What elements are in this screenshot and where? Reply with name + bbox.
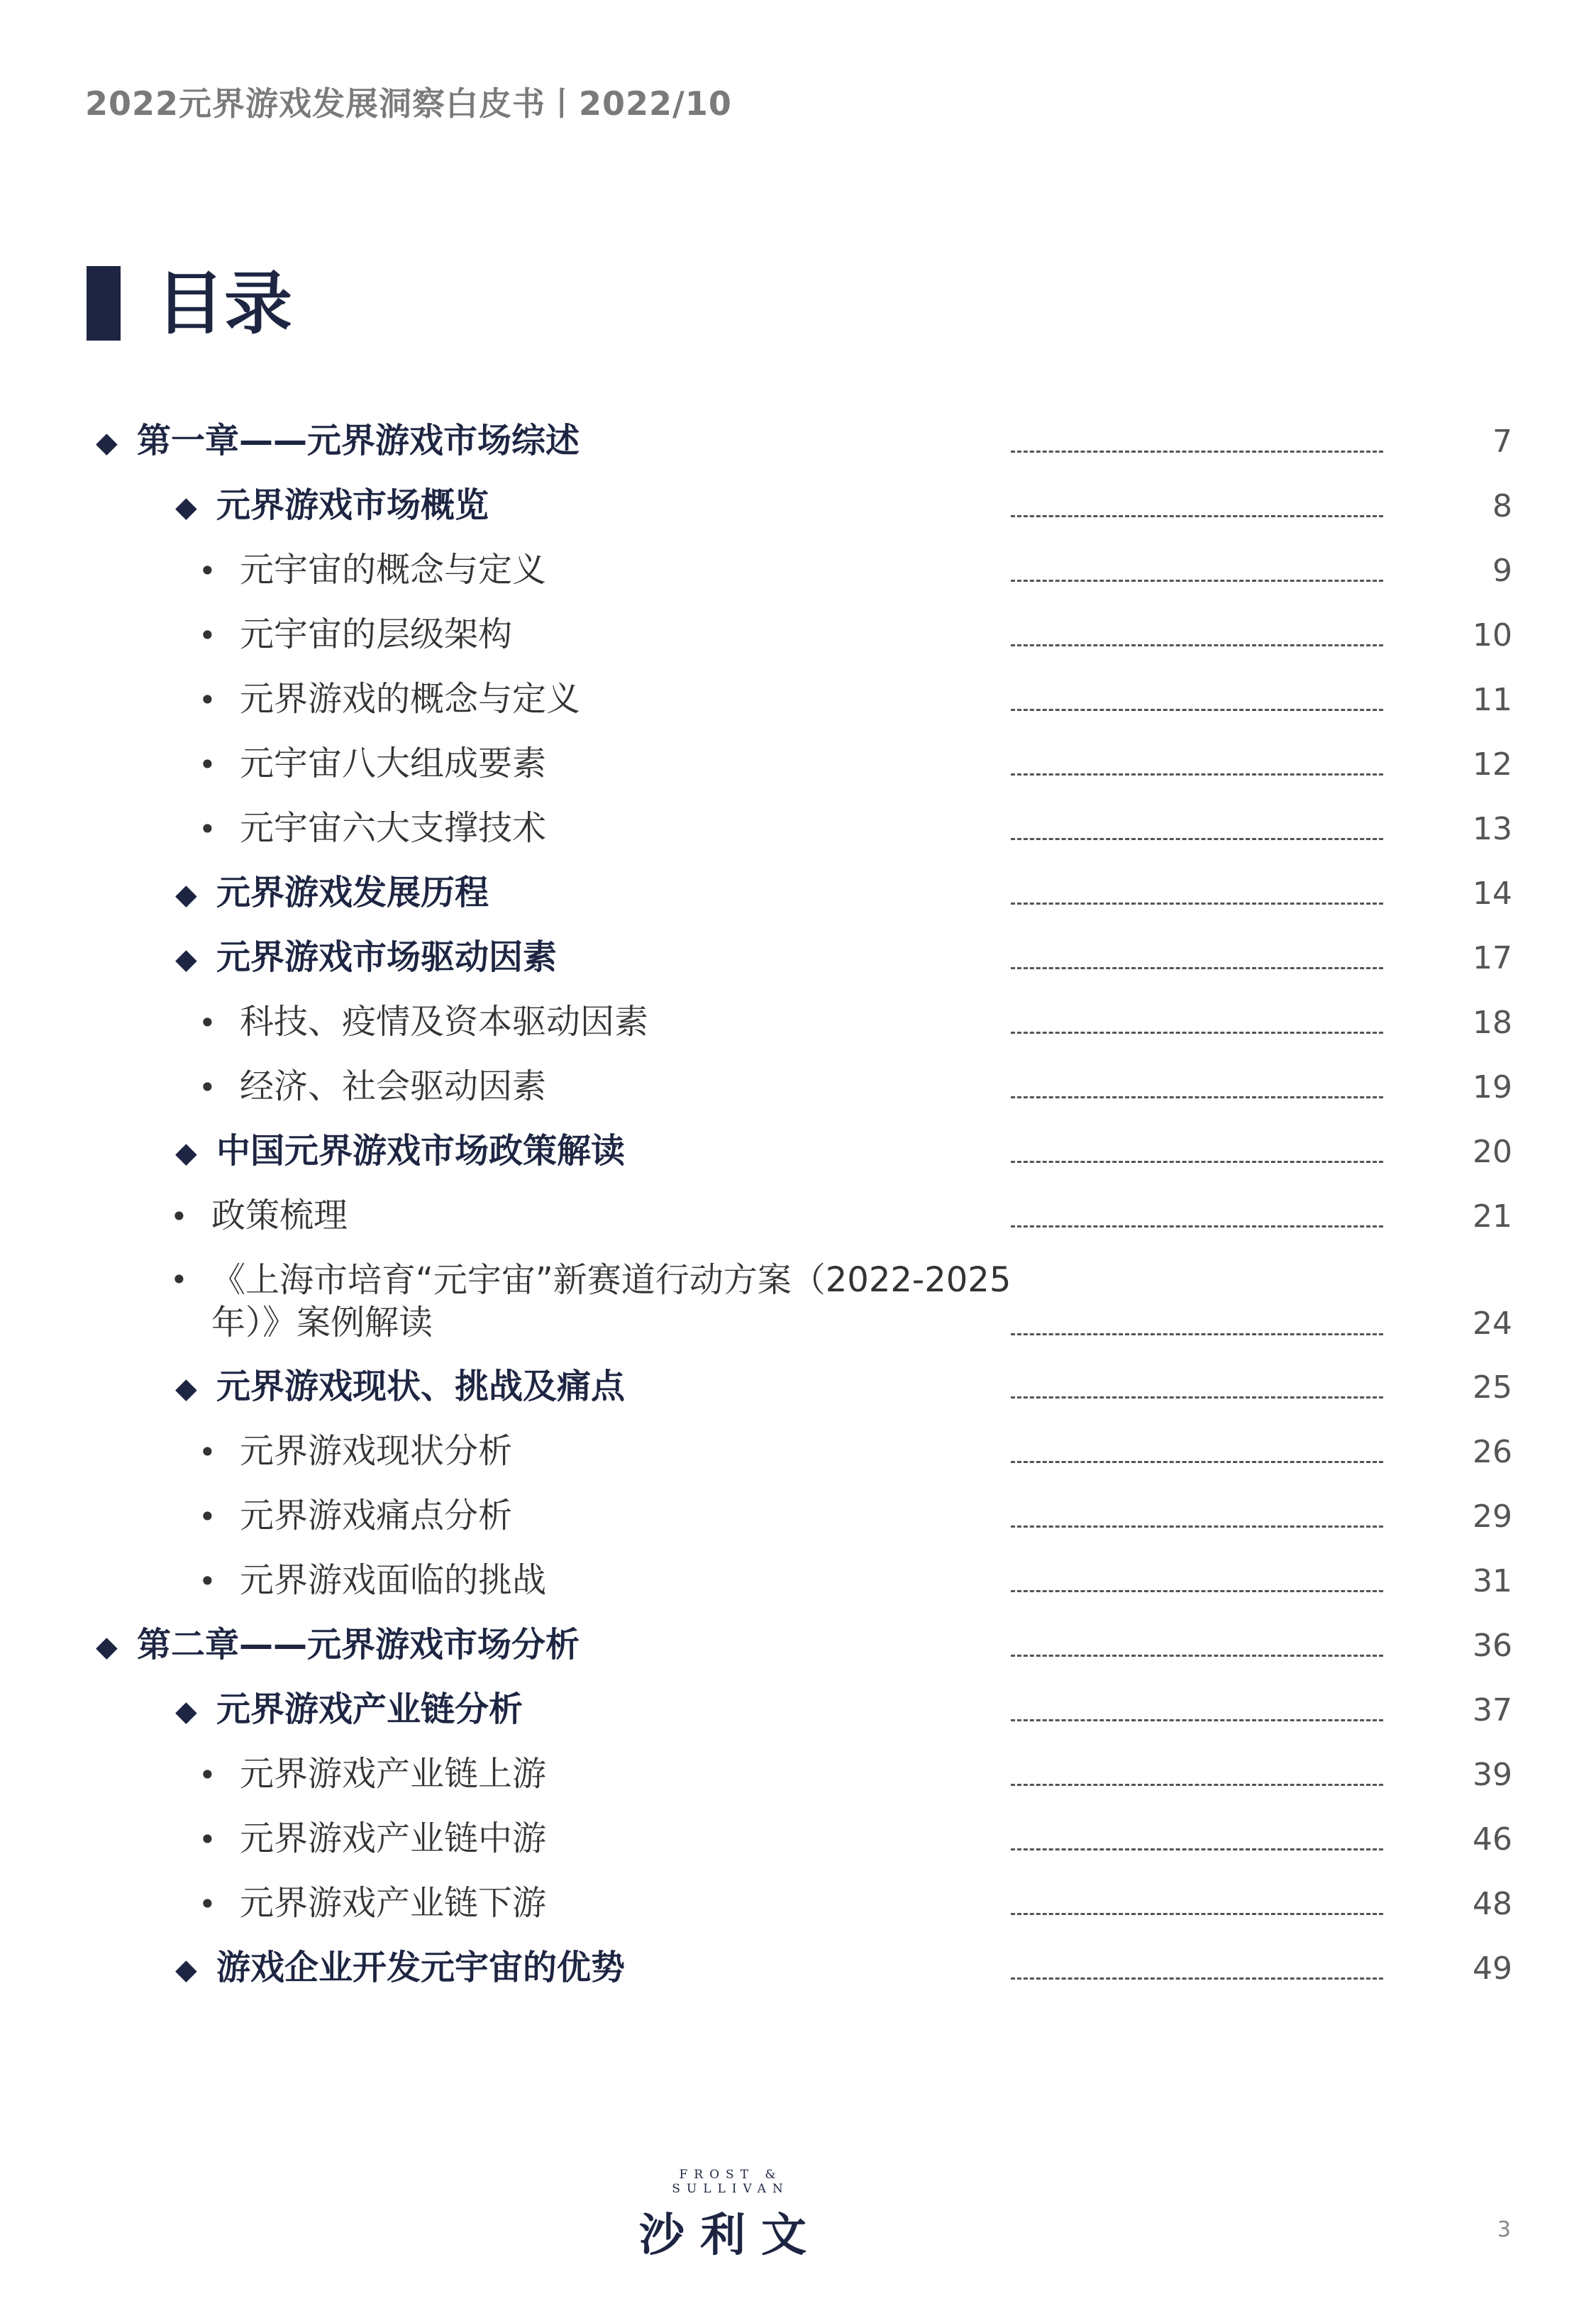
dot-bullet-icon: • xyxy=(199,553,216,588)
toc-leader-dots xyxy=(1011,1784,1383,1786)
toc-entry-label: 元界游戏产业链中游 xyxy=(240,1819,547,1858)
toc-page-number: 24 xyxy=(1473,1306,1512,1342)
toc-leader-dots xyxy=(1011,838,1383,840)
diamond-bullet-icon: ◆ xyxy=(96,426,118,459)
toc-page-number: 17 xyxy=(1473,940,1512,976)
diamond-bullet-icon: ◆ xyxy=(175,878,197,911)
toc-entry[interactable] xyxy=(0,548,1596,613)
toc-entry-label: 经济、社会驱动因素 xyxy=(240,1066,547,1106)
toc-leader-dots xyxy=(1011,1590,1383,1592)
toc-entry-text xyxy=(199,1000,648,1044)
toc-page-number: 36 xyxy=(1473,1628,1512,1664)
toc-entry[interactable] xyxy=(0,936,1596,1000)
dot-bullet-icon: • xyxy=(199,1435,216,1469)
toc-entry-text xyxy=(175,1688,523,1733)
toc-entry-text xyxy=(175,484,489,529)
dot-bullet-icon: • xyxy=(170,1199,188,1234)
toc-page-number: 8 xyxy=(1492,488,1512,524)
toc-page-number: 14 xyxy=(1473,876,1512,912)
toc-entry-label: 元宇宙的层级架构 xyxy=(240,614,513,654)
dot-bullet-icon: • xyxy=(199,747,216,782)
toc-entry[interactable] xyxy=(0,678,1596,742)
toc-entry[interactable] xyxy=(0,1753,1596,1817)
toc-entry[interactable] xyxy=(0,613,1596,678)
toc-entry-text xyxy=(199,1065,546,1109)
toc-page-number: 31 xyxy=(1473,1563,1512,1599)
table-of-contents xyxy=(0,419,1596,2011)
toc-entry-text xyxy=(96,419,580,464)
dot-bullet-icon: • xyxy=(199,1887,216,1921)
dot-bullet-icon: • xyxy=(199,618,216,653)
toc-entry[interactable] xyxy=(0,1065,1596,1130)
toc-entry-text xyxy=(199,678,580,722)
toc-leader-dots xyxy=(1011,1655,1383,1657)
toc-page-number: 20 xyxy=(1473,1134,1512,1170)
toc-page-number: 29 xyxy=(1473,1499,1512,1535)
toc-entry[interactable] xyxy=(0,1365,1596,1430)
toc-entry-label: 元宇宙的概念与定义 xyxy=(240,550,547,590)
toc-entry-text xyxy=(175,936,557,981)
diamond-bullet-icon: ◆ xyxy=(96,1631,118,1663)
toc-entry-text xyxy=(96,1623,580,1668)
diamond-bullet-icon: ◆ xyxy=(175,1372,197,1405)
dot-bullet-icon: • xyxy=(199,683,216,717)
toc-entry[interactable] xyxy=(0,1130,1596,1194)
document-header: 2022元界游戏发展洞察白皮书丨2022/10 xyxy=(85,84,732,123)
toc-entry[interactable] xyxy=(0,1946,1596,2011)
toc-entry[interactable] xyxy=(0,1000,1596,1065)
toc-leader-dots xyxy=(1011,1977,1383,1980)
toc-page-number: 49 xyxy=(1473,1951,1512,1987)
toc-page-number: 48 xyxy=(1473,1886,1512,1922)
toc-entry[interactable] xyxy=(0,1194,1596,1259)
toc-leader-dots xyxy=(1011,1913,1383,1915)
toc-entry-text xyxy=(170,1259,1036,1344)
toc-entry[interactable] xyxy=(0,1817,1596,1882)
toc-page-number: 12 xyxy=(1473,746,1512,783)
toc-entry-text xyxy=(175,1130,625,1174)
toc-title-block xyxy=(87,263,292,343)
dot-bullet-icon: • xyxy=(199,1005,216,1040)
toc-entry-label: 元界游戏产业链上游 xyxy=(240,1754,547,1794)
dot-bullet-icon: • xyxy=(199,1499,216,1534)
toc-entry-label: 元界游戏市场概览 xyxy=(216,485,489,525)
dot-bullet-icon: • xyxy=(199,812,216,846)
dot-bullet-icon: • xyxy=(199,1070,216,1105)
toc-entry[interactable] xyxy=(0,1882,1596,1946)
toc-entry-text xyxy=(199,1753,546,1797)
toc-leader-dots xyxy=(1011,1461,1383,1463)
toc-entry-label: 《上海市培育“元宇宙”新赛道行动方案（2022-2025年）》案例解读 xyxy=(211,1260,1012,1342)
toc-page-number: 9 xyxy=(1492,553,1512,589)
toc-entry-label: 元界游戏面临的挑战 xyxy=(240,1560,547,1600)
toc-page-number: 46 xyxy=(1473,1821,1512,1858)
diamond-bullet-icon: ◆ xyxy=(175,1953,197,1986)
toc-leader-dots xyxy=(1011,1848,1383,1850)
page-title: 目录 xyxy=(156,263,292,343)
toc-leader-dots xyxy=(1011,709,1383,711)
toc-entry-text xyxy=(199,1817,546,1861)
toc-entry-text xyxy=(199,1430,512,1474)
toc-entry-label: 政策梳理 xyxy=(211,1196,348,1235)
toc-leader-dots xyxy=(1011,515,1383,517)
toc-entry-text xyxy=(199,742,546,786)
toc-entry-text xyxy=(199,613,512,657)
toc-entry-text xyxy=(199,1882,546,1926)
diamond-bullet-icon: ◆ xyxy=(175,491,197,524)
toc-page-number: 26 xyxy=(1473,1434,1512,1470)
toc-entry[interactable] xyxy=(0,1559,1596,1623)
toc-entry-label: 元宇宙六大支撑技术 xyxy=(240,808,547,848)
toc-entry[interactable] xyxy=(0,1494,1596,1559)
diamond-bullet-icon: ◆ xyxy=(175,1137,197,1169)
toc-entry[interactable] xyxy=(0,484,1596,548)
toc-entry-label: 中国元界游戏市场政策解读 xyxy=(216,1131,626,1171)
dot-bullet-icon: • xyxy=(199,1758,216,1792)
toc-page-number: 25 xyxy=(1473,1369,1512,1406)
toc-leader-dots xyxy=(1011,1526,1383,1528)
toc-entry[interactable] xyxy=(0,807,1596,871)
toc-leader-dots xyxy=(1011,967,1383,969)
toc-leader-dots xyxy=(1011,580,1383,582)
toc-leader-dots xyxy=(1011,1225,1383,1228)
toc-entry[interactable] xyxy=(0,1430,1596,1494)
title-accent-bar xyxy=(87,266,121,341)
page-number: 3 xyxy=(1497,2217,1511,2242)
dot-bullet-icon: • xyxy=(199,1564,216,1599)
toc-entry-text xyxy=(170,1194,348,1238)
diamond-bullet-icon: ◆ xyxy=(175,943,197,976)
diamond-bullet-icon: ◆ xyxy=(175,1695,197,1728)
toc-page-number: 21 xyxy=(1473,1198,1512,1235)
toc-page-number: 10 xyxy=(1473,617,1512,653)
dot-bullet-icon: • xyxy=(170,1262,188,1297)
toc-entry-label: 元界游戏产业链下游 xyxy=(240,1883,547,1923)
toc-leader-dots xyxy=(1011,644,1383,646)
logo-chinese: 沙利文 xyxy=(639,2210,822,2262)
toc-entry-text xyxy=(175,1365,625,1410)
toc-page-number: 13 xyxy=(1473,811,1512,847)
toc-entry-label: 元界游戏痛点分析 xyxy=(240,1496,513,1535)
toc-entry-label: 元界游戏现状分析 xyxy=(240,1431,513,1471)
toc-entry-label: 元界游戏产业链分析 xyxy=(216,1689,523,1729)
toc-leader-dots xyxy=(1011,1096,1383,1098)
toc-entry-label: 元界游戏现状、挑战及痛点 xyxy=(216,1367,626,1406)
toc-leader-dots xyxy=(1011,773,1383,776)
toc-entry-text xyxy=(175,1946,625,1991)
toc-page-number: 37 xyxy=(1473,1692,1512,1728)
toc-entry-text xyxy=(199,548,546,592)
toc-page-number: 18 xyxy=(1473,1005,1512,1041)
toc-leader-dots xyxy=(1011,1161,1383,1163)
toc-page-number: 7 xyxy=(1492,424,1512,460)
toc-entry-label: 游戏企业开发元宇宙的优势 xyxy=(216,1948,626,1987)
toc-page-number: 19 xyxy=(1473,1069,1512,1105)
toc-entry[interactable] xyxy=(0,1259,1596,1365)
toc-leader-dots xyxy=(1011,1333,1383,1335)
logo-english: FROST & SULLIVAN xyxy=(672,2168,789,2196)
dot-bullet-icon: • xyxy=(199,1822,216,1857)
toc-page-number: 39 xyxy=(1473,1757,1512,1793)
toc-leader-dots xyxy=(1011,1719,1383,1721)
toc-entry-label: 元宇宙八大组成要素 xyxy=(240,744,547,783)
toc-entry[interactable] xyxy=(0,742,1596,807)
toc-leader-dots xyxy=(1011,451,1383,453)
toc-entry-label: 元界游戏的概念与定义 xyxy=(240,679,581,719)
toc-entry[interactable] xyxy=(0,871,1596,936)
toc-page-number: 11 xyxy=(1473,682,1512,718)
toc-entry-text xyxy=(199,807,546,851)
toc-entry-text xyxy=(199,1494,512,1538)
toc-entry-text xyxy=(175,871,489,916)
toc-leader-dots xyxy=(1011,1032,1383,1034)
frost-sullivan-logo xyxy=(617,2168,844,2264)
toc-entry-label: 科技、疫情及资本驱动因素 xyxy=(240,1002,649,1042)
toc-entry-text xyxy=(199,1559,546,1603)
toc-entry-label: 第一章——元界游戏市场综述 xyxy=(137,421,580,460)
toc-leader-dots xyxy=(1011,903,1383,905)
toc-entry[interactable] xyxy=(0,1688,1596,1753)
toc-entry-label: 元界游戏市场驱动因素 xyxy=(216,937,558,977)
toc-entry[interactable] xyxy=(0,419,1596,484)
toc-entry-label: 元界游戏发展历程 xyxy=(216,873,489,912)
toc-leader-dots xyxy=(1011,1396,1383,1399)
toc-entry-label: 第二章——元界游戏市场分析 xyxy=(137,1625,580,1665)
toc-entry[interactable] xyxy=(0,1623,1596,1688)
